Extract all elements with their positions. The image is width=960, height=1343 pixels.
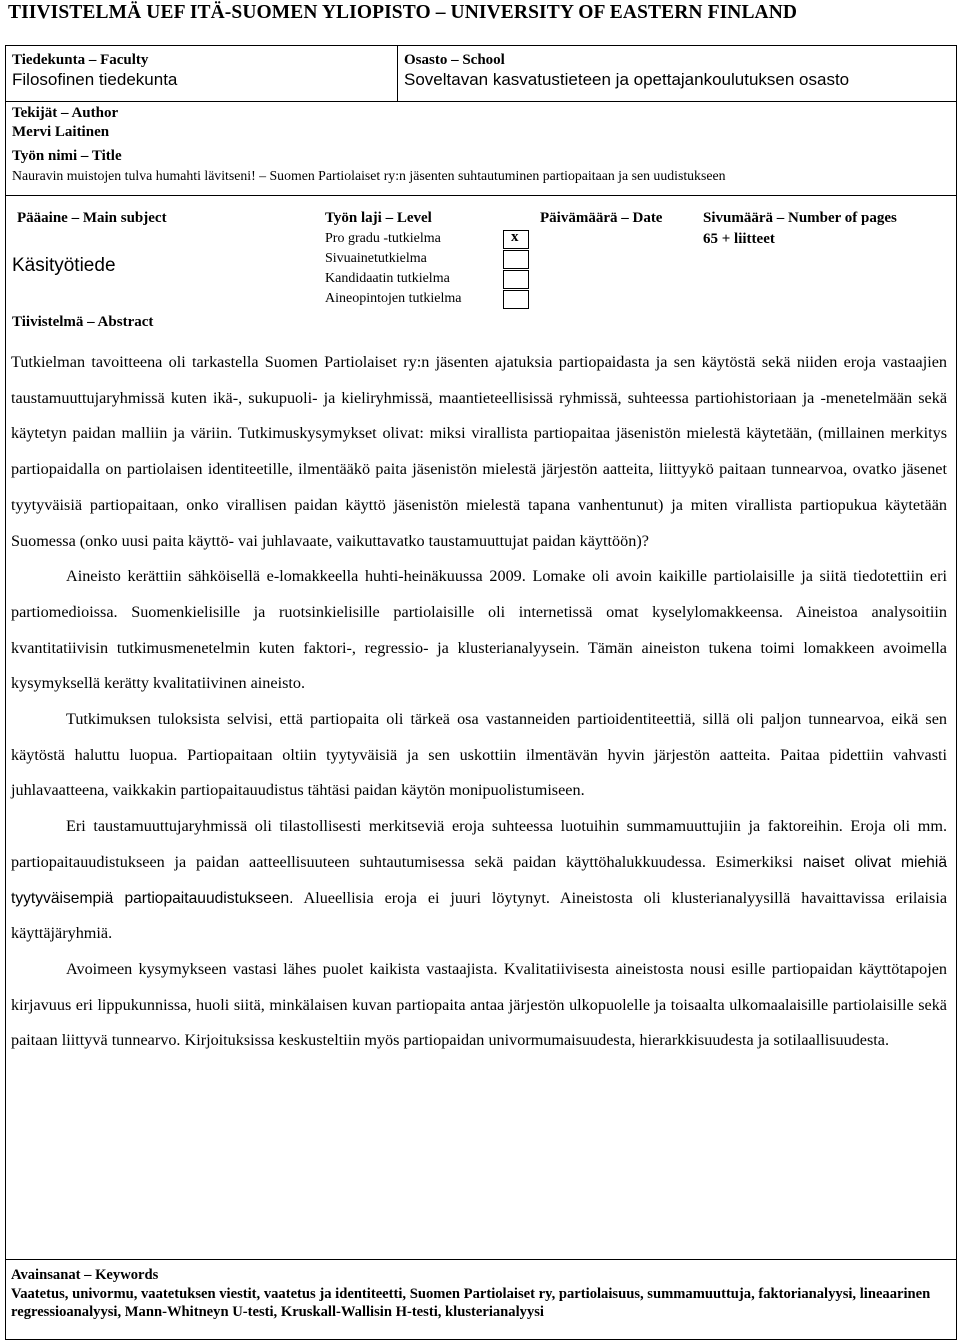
thesis-title bbox=[12, 168, 725, 184]
frame-top bbox=[5, 45, 957, 46]
row-divider-keywords bbox=[5, 1259, 957, 1260]
level-checkbox-mark: x bbox=[511, 229, 519, 245]
frame-right bbox=[956, 45, 957, 1340]
abstract-paragraph-4-end: Alueellisia eroja ei juuri löytynyt. Aineistosta oli klusterianalyysillä havaittavissa erilaisia käyttäjäryhmiä. bbox=[11, 888, 948, 943]
level-checkbox-kandidaatti bbox=[503, 270, 529, 289]
abstract-paragraph-4 bbox=[11, 809, 947, 952]
level-checkbox-aineopinnot bbox=[503, 290, 529, 309]
school-value: Soveltavan kasvatustieteen ja opettajankoulutuksen osasto bbox=[404, 70, 850, 89]
author-value: Mervi Laitinen bbox=[12, 124, 110, 140]
abstract-paragraph-1: Tutkielman tavoitteena oli tarkastella Suomen Partiolaiset ry:n jäsenten ajatuksia partiopaidasta ja sen käytöstä sekä niiden eroja vastaajien taustamuuttujaryhmissä kuten ikä-, sukupuoli- ja kieliryhmissä, maantieteellisissä ryhmissä, suhteessa partiohistoriaan ja -menetelmään sekä käytetyn paidan malliin ja väriin. Tutkimuskysymykset olivat: miksi virallista partiopaitaa jäsenistön mielestä käytetään, (millainen merkitys partiopaidalla on partiolaisen identiteetille, ilmentääkö paita jäsenistön mielestä järjestön aatteita, liittyykö paitaan tunnearvoa, ovatko jäsenet tyytyväisiä partiopaitaan, onko virallisen paidan käyttö jäsenistön mielestä tapana vanhentunut) ja miten virallista partiopukua käytetään Suomessa (onko uusi paita käyttö- vai juhlavaate, vaikuttavatko taustamuuttujat paidan käyttöön)? bbox=[11, 353, 947, 550]
faculty-value: Filosofinen tiedekunta bbox=[12, 70, 178, 89]
keywords-value: Vaatetus, univormu, vaatetuksen viestit, vaatetus ja identiteetti, Suomen Partiolaiset ry, partiolaisuus, summamuuttuja, faktorianalyysi, lineaarinen regressioanalyysi, Mann-Whitneyn U-testi, Kruskall-Wallisin H-testi, klusterianalyysi bbox=[11, 1285, 931, 1320]
date-label: Päivämäärä – Date bbox=[540, 210, 663, 226]
pages-value: 65 + liitteet bbox=[703, 231, 775, 247]
faculty-label: Tiedekunta – Faculty bbox=[12, 52, 149, 68]
level-option-sivuaine: Sivuainetutkielma bbox=[325, 251, 427, 266]
abstract-paragraph-3: Tutkimuksen tuloksista selvisi, että partiopaita oli tärkeä osa vastanneiden partioidentiteettiä, sillä oli paljon tunnearvoa, eikä sen käytöstä haluttu luopua. Partiopaitaan oltiin tyytyväisiä ja sen uskottiin ilmentävän hyvin järjestön aatteita. Paitaa pidettiin vahvasti juhlavaatteena, vaikkakin partiopaitauudistus tähtäsi paidan käytön monipuolistumiseen. bbox=[11, 710, 947, 800]
thesis-title-subtitle: – Suomen Partiolaiset ry:n jäsenten suhtautuminen partiopaitaan ja sen uudistukseen bbox=[255, 168, 726, 183]
frame-bottom bbox=[5, 1339, 957, 1340]
frame-left bbox=[5, 45, 6, 1340]
row-divider-2 bbox=[5, 195, 957, 196]
main-subject-label: Pääaine – Main subject bbox=[17, 210, 167, 226]
school-label: Osasto – School bbox=[404, 52, 505, 68]
main-subject-value: Käsityötiede bbox=[12, 255, 116, 276]
pages-label: Sivumäärä – Number of pages bbox=[703, 210, 897, 226]
level-checkbox-sivuaine bbox=[503, 250, 529, 269]
abstract-paragraph-2: Aineisto kerättiin sähköisellä e-lomakkeella huhti-heinäkuussa 2009. Lomake oli avoin kaikille partiolaisille ja siitä tiedotettiin eri partiomedioissa. Suomenkielisille ja ruotsinkielisille partiolaisille oli internetissä omat kyselylomakkeensa. Aineistoa analysoitiin kvantitatiivisin tutkimusmenetelmin kuten faktori-, regressio- ja klusterianalyysein. Tämän aineiston tukena toimi lomakkeen avoimella kysymyksellä kerätty kvalitatiivinen aineisto. bbox=[11, 567, 947, 693]
thesis-title-main: Nauravin muistojen tulva humahti lävitseni! bbox=[12, 168, 256, 183]
abstract-label: Tiivistelmä – Abstract bbox=[12, 314, 154, 330]
faculty-school-divider bbox=[397, 45, 398, 102]
keywords-label: Avainsanat – Keywords bbox=[11, 1267, 159, 1283]
level-option-kandidaatti: Kandidaatin tutkielma bbox=[325, 271, 450, 286]
document-header: TIIVISTELMÄ UEF ITÄ-SUOMEN YLIOPISTO – UNIVERSITY OF EASTERN FINLAND bbox=[8, 2, 798, 23]
level-option-aineopinnot: Aineopintojen tutkielma bbox=[325, 291, 462, 306]
author-label: Tekijät – Author bbox=[12, 105, 119, 121]
row-divider-1 bbox=[5, 101, 957, 102]
abstract-paragraph-4-emphasis: naiset olivat miehiä tyytyväisempiä partiopaitauudistukseen. bbox=[11, 853, 947, 907]
abstract-body bbox=[11, 345, 947, 1059]
level-label: Työn laji – Level bbox=[325, 210, 432, 226]
abstract-paragraph-4-start: Eri taustamuuttujaryhmissä oli tilastollisesti merkitseviä eroja suhteessa luotuihin summamuuttujiin ja faktoreihin. Eroja oli mm. partiopaitauudistukseen ja paidan aatteellisuuteen suhtautumisessa sekä paidan käyttöhalukkuudessa. Esimerkiksi bbox=[11, 817, 947, 871]
title-label: Työn nimi – Title bbox=[12, 148, 122, 164]
abstract-paragraph-5: Avoimeen kysymykseen vastasi lähes puolet kaikista vastaajista. Kvalitatiivisesta aineistosta nousi esille partiopaidan käyttötapojen kirjavuus eri lippukunnissa, huoli siitä, minkälaisen kuvan partiopaita antaa järjestön ulkopuolelle ja toisaalta ulkomaalaisille partiolaisille sekä paitaan liittyvä tunnearvo. Kirjoituksissa keskusteltiin myös partiopaidan univormumaisuudesta, hierarkkisuudesta ja sotilaallisuudesta. bbox=[11, 959, 947, 1050]
keywords-block bbox=[11, 1266, 947, 1322]
level-option-pro-gradu: Pro gradu -tutkielma bbox=[325, 231, 441, 246]
